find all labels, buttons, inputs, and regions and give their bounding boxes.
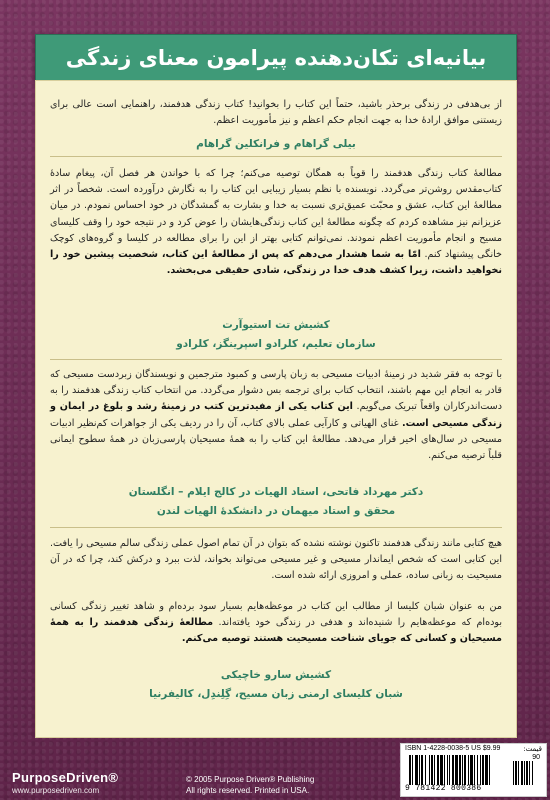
publisher-url: www.purposedriven.com (12, 786, 100, 795)
endorsement-3-affiliation: محقق و استاد میهمان در دانشکدهٔ الهیات لندن (156, 505, 396, 517)
endorsement-2-affiliation: سازمان تعلیم، کلرادو اسپرینگز، کلرادو (176, 338, 376, 350)
endorsement-2-text (50, 166, 502, 279)
endorsement-4-para-1: هیچ کتابی مانند زندگی هدفمند تاکنون نوشته نشده که بتوان در آن تمام اصول عملی زندگی سالم مسیحی را یافت. این کتابی است که شخص ایماندار مسیحی و غیر مسیحی می‌تواند بخواند، لذت ببرد و درکش کند، چرا که در آن مسیحیت به زبانی ساده، عملی و امروزی ارائه شده است. (50, 538, 502, 582)
endorsement-3-text (50, 367, 502, 464)
endorsement-4-para-2: من به عنوان شبان کلیسا از مطالب این کتاب در موعظه‌هایم بسیار سود برده‌ام و شاهد تغییر زندگی کسانی بوده‌ام که موعظه‌هایم را شنیده‌اند و هدفی در زندگی خود یافته‌اند. (50, 601, 503, 629)
page-title: بیانیه‌ای تکان‌دهنده پیرامون معنای زندگی (65, 46, 487, 70)
publisher-logo (12, 770, 118, 795)
endorsement-3-signature: دکتر مهرداد فاتحی، استاد الهیات در کالج ایلام – انگلستان (128, 486, 424, 498)
endorsement-3-para-end: غنای الهیاتی و کارآیی عملی بالای کتاب، آن را در ردیف یکی از جواهرات کم‌نظیر ادبیات مسیحی در سال‌های اخیر قرار می‌دهد. مطالعهٔ این کتاب را به همهٔ مسیحیان پارسی‌زبان در همهٔ سطوح ایمانی قلباً ترصیه می‌کنم. (50, 417, 502, 462)
divider (50, 527, 502, 528)
endorsement-2-bold: امّا به شما هشدار می‌دهم که پس از مطالعهٔ این کتاب، شخصیت پیشین خود را نخواهید داشت، زیرا کشف هدف خدا در زندگی، شادی حقیقی می‌بخشد. (50, 249, 502, 277)
publisher-name: PurposeDriven® (12, 770, 119, 785)
price-label: قیمت: (523, 745, 542, 753)
isbn-text (405, 745, 500, 752)
barcode-icon (407, 755, 540, 785)
endorsement-4-bold: مطالعهٔ زندگی هدفمند را به همهٔ مسیحیان و کسانی که جویای شناخت مسیحیت هستند توصیه می‌کنم. (50, 617, 502, 645)
endorsement-3-para: با توجه به فقر شدید در زمینهٔ ادبیات مسیحی به زبان پارسی و کمبود مترجمین و نویسندگان زبردست مسیحی که قادر به انجام این مهم باشند، انتخاب کتاب برای ترجمه بس دشوار می‌گردد. من انتخاب کتاب زندگی هدفمند را به دست‌اندرکاران واقعاً تبریک می‌گویم. (50, 369, 502, 413)
endorsement-1-text (50, 97, 502, 129)
isbn-barcode-box (400, 743, 547, 797)
title-banner (35, 34, 517, 82)
isbn-number: ISBN 1-4228-0038-5 (405, 745, 470, 752)
endorsement-1-para: از بی‌هدفی در زندگی برحذر باشید، حتماً این کتاب را بخوانید! کتاب زندگی هدفمند، راهنمایی است عالی برای زیستنی موافق ارادهٔ خدا به جهت انجام حکم اعظم و نیز مأموریت اعظم. (50, 99, 502, 127)
endorsement-4-signature: کشیش سارو خاچیکی (220, 669, 332, 681)
endorsement-4-text-2 (50, 599, 502, 648)
barcode-supplement: 90 (532, 754, 540, 761)
endorsement-4-text-1 (50, 536, 502, 585)
endorsement-2-para: مطالعهٔ کتاب زندگی هدفمند را قویاً به همگان توصیه می‌کنم؛ چرا که با خواندن هر فصل آن، پیغام سادهٔ کتاب‌مقدس روشن‌تر می‌گردد. نویسنده با نظم بسیار زیبایی این کتاب را به نگارش درآورده است. شخصاً در اثر مطالعهٔ این کتاب، عشق و محبّت عمیق‌تری نسبت به خدا و بشارت به گمشدگان در خود احساس نمودم. در میان عزیزانم نیز مشاهده کردم که چگونه مطالعهٔ این کتاب زندگی‌هایشان را عوض کرد و در نتیجه خود را وقف کلیسای مسیح و انجام مأموریت اعظم نمودند. نمی‌توانم کتابی بهتر از این را برای مطالعه در کلیسا و گروه‌های کوچک خانگی پیشنهاد کنم. (50, 168, 502, 261)
copyright-line-2: All rights reserved. Printed in USA. (186, 786, 310, 795)
divider (50, 156, 502, 157)
copyright (186, 774, 314, 796)
divider (50, 359, 502, 360)
endorsement-1-signature: بیلی گراهام و فرانکلین گراهام (196, 138, 356, 150)
endorsement-3-bold: این کتاب یکی از مفیدترین کتب در زمینهٔ رشد و بلوغ در ایمان و زندگی مسیحی است. (50, 401, 502, 429)
barcode-digits: 9 781422 800386 (405, 784, 482, 793)
endorsement-4-affiliation: شبان کلیسای ارمنی زبان مسیح، گِلِندِل، کالیفرنیا (149, 688, 403, 700)
isbn-price-value: US $9.99 (471, 745, 501, 752)
copyright-line-1: © 2005 Purpose Driven® Publishing (186, 775, 315, 784)
endorsement-panel (35, 80, 517, 738)
endorsement-2-signature: کشیش تت استیوآرت (222, 319, 330, 331)
